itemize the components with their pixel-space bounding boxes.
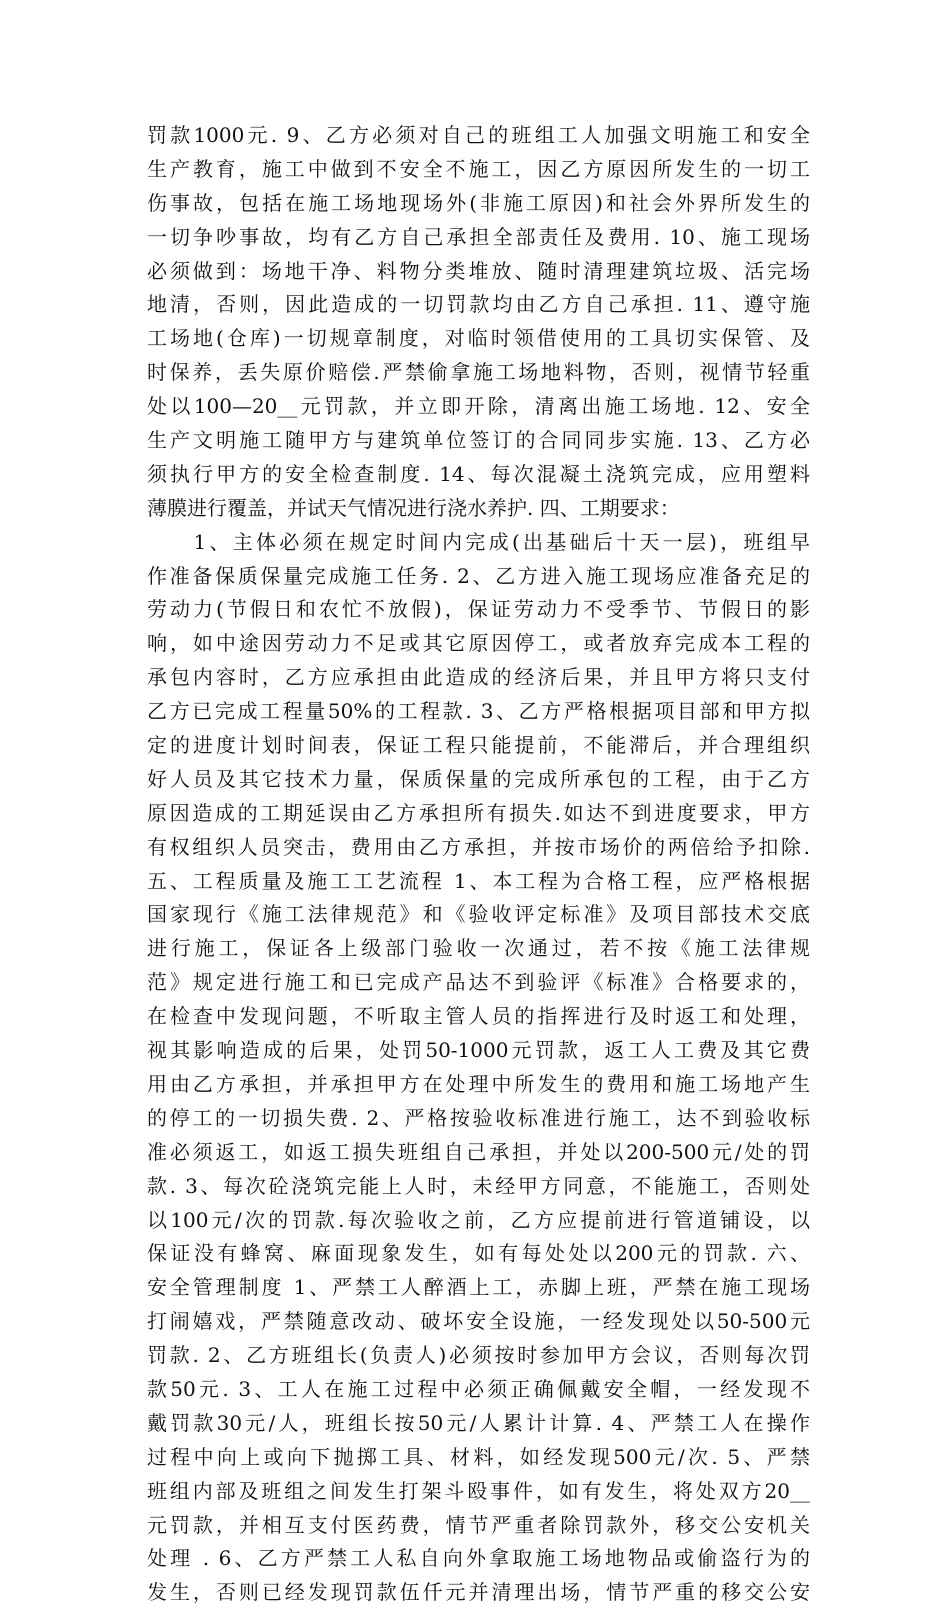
- text-line: 准必须返工，如返工损失班组自己承担，并处以200-500元/处的罚: [147, 1139, 810, 1164]
- text-line: 国家现行《施工法律规范》和《验收评定标准》及项目部技术交底: [147, 902, 810, 927]
- text-line: 有权组织人员突击，费用由乙方承担，并按市场价的两倍给予扣除.: [147, 834, 810, 859]
- text-line: 进行施工，保证各上级部门验收一次通过，若不按《施工法律规: [147, 936, 810, 961]
- text-line: 必须做到：场地干净、料物分类堆放、随时清理建筑垃圾、活完场: [147, 258, 810, 283]
- text-line: 款50元. 3、工人在施工过程中必须正确佩戴安全帽，一经发现不: [147, 1376, 810, 1401]
- text-line: 1、主体必须在规定时间内完成(出基础后十天一层)，班组早: [147, 529, 810, 554]
- text-line: 五、工程质量及施工工艺流程 1、本工程为合格工程，应严格根据: [147, 868, 810, 893]
- text-line: 生产文明施工随甲方与建筑单位签订的合同同步实施. 13、乙方必: [147, 428, 810, 453]
- text-line: 款. 3、每次砼浇筑完能上人时，未经甲方同意，不能施工，否则处: [147, 1173, 810, 1198]
- text-line: 定的进度计划时间表，保证工程只能提前，不能滞后，并合理组织: [147, 733, 810, 758]
- text-line: 范》规定进行施工和已完成产品达不到验评《标准》合格要求的，: [147, 970, 810, 995]
- text-line: 戴罚款30元/人，班组长按50元/人累计计算. 4、严禁工人在操作: [147, 1410, 810, 1435]
- text-line: 工场地(仓库)一切规章制度，对临时领借使用的工具切实保管、及: [147, 326, 810, 351]
- text-line: 以100元/次的罚款.每次验收之前，乙方应提前进行管道铺设，以: [147, 1207, 810, 1232]
- text-line: 好人员及其它技术力量，保质保量的完成所承包的工程，由于乙方: [147, 766, 810, 791]
- text-line: 罚款1000元. 9、乙方必须对自己的班组工人加强文明施工和安全: [147, 123, 810, 147]
- text-line: 承包内容时，乙方应承担由此造成的经济后果，并且甲方将只支付: [147, 665, 810, 690]
- text-line: 伤事故，包括在施工场地现场外(非施工原因)和社会外界所发生的: [147, 190, 810, 215]
- text-line: 劳动力(节假日和农忙不放假)，保证劳动力不受季节、节假日的影: [147, 597, 810, 622]
- text-line: 生产教育，施工中做到不安全不施工，因乙方原因所发生的一切工: [147, 156, 810, 181]
- text-line: 班组内部及班组之间发生打架斗殴事件，如有发生，将处双方20__: [147, 1478, 810, 1503]
- text-line: 罚款. 2、乙方班组长(负责人)必须按时参加甲方会议，否则每次罚: [147, 1343, 810, 1368]
- text-line: 地清，否则，因此造成的一切罚款均由乙方自己承担. 11、遵守施: [147, 292, 810, 317]
- text-line: 元罚款，并相互支付医药费，情节严重者除罚款外，移交公安机关: [147, 1512, 810, 1537]
- text-line: 处理 . 6、乙方严禁工人私自向外拿取施工场地物品或偷盗行为的: [147, 1546, 810, 1571]
- text-line: 的停工的一切损失费. 2、严格按验收标准进行施工，达不到验收标: [147, 1105, 810, 1130]
- text-line: 一切争吵事故，均有乙方自己承担全部责任及费用. 10、施工现场: [147, 224, 810, 249]
- text-line: 发生，否则已经发现罚款伍仟元并清理出场，情节严重的移交公安: [147, 1580, 810, 1605]
- text-line: 过程中向上或向下抛掷工具、材料，如经发现500元/次. 5、严禁: [147, 1444, 810, 1469]
- text-line: 打闹嬉戏，严禁随意改动、破坏安全设施，一经发现处以50-500元: [147, 1309, 810, 1334]
- text-line: 时保养，丢失原价赔偿.严禁偷拿施工场地料物，否则，视情节轻重: [147, 360, 810, 385]
- text-line: 乙方已完成工程量50%的工程款. 3、乙方严格根据项目部和甲方拟: [147, 699, 810, 724]
- text-line: 视其影响造成的后果，处罚50-1000元罚款，返工人工费及其它费: [147, 1038, 810, 1063]
- text-line: 响，如中途因劳动力不足或其它原因停工，或者放弃完成本工程的: [147, 631, 810, 656]
- text-line: 原因造成的工期延误由乙方承担所有损失.如达不到进度要求，甲方: [147, 800, 810, 825]
- text-line: 处以100—20__元罚款，并立即开除，清离出施工场地. 12、安全: [147, 394, 810, 419]
- text-line: 安全管理制度 1、严禁工人醉酒上工，赤脚上班，严禁在施工现场: [147, 1275, 810, 1300]
- text-line: 作准备保质保量完成施工任务. 2、乙方进入施工现场应准备充足的: [147, 563, 810, 588]
- contract-text-body: [147, 119, 810, 1610]
- text-line: 保证没有蜂窝、麻面现象发生，如有每处处以200元的罚款. 六、: [147, 1241, 810, 1266]
- text-line: 用由乙方承担，并承担甲方在处理中所发生的费用和施工场地产生: [147, 1071, 810, 1096]
- text-line: 薄膜进行覆盖，并试天气情况进行浇水养护. 四、工期要求：: [147, 495, 680, 520]
- text-line: 在检查中发现问题，不听取主管人员的指挥进行及时返工和处理，: [147, 1004, 810, 1029]
- text-line: 须执行甲方的安全检查制度. 14、每次混凝土浇筑完成，应用塑料: [147, 461, 810, 486]
